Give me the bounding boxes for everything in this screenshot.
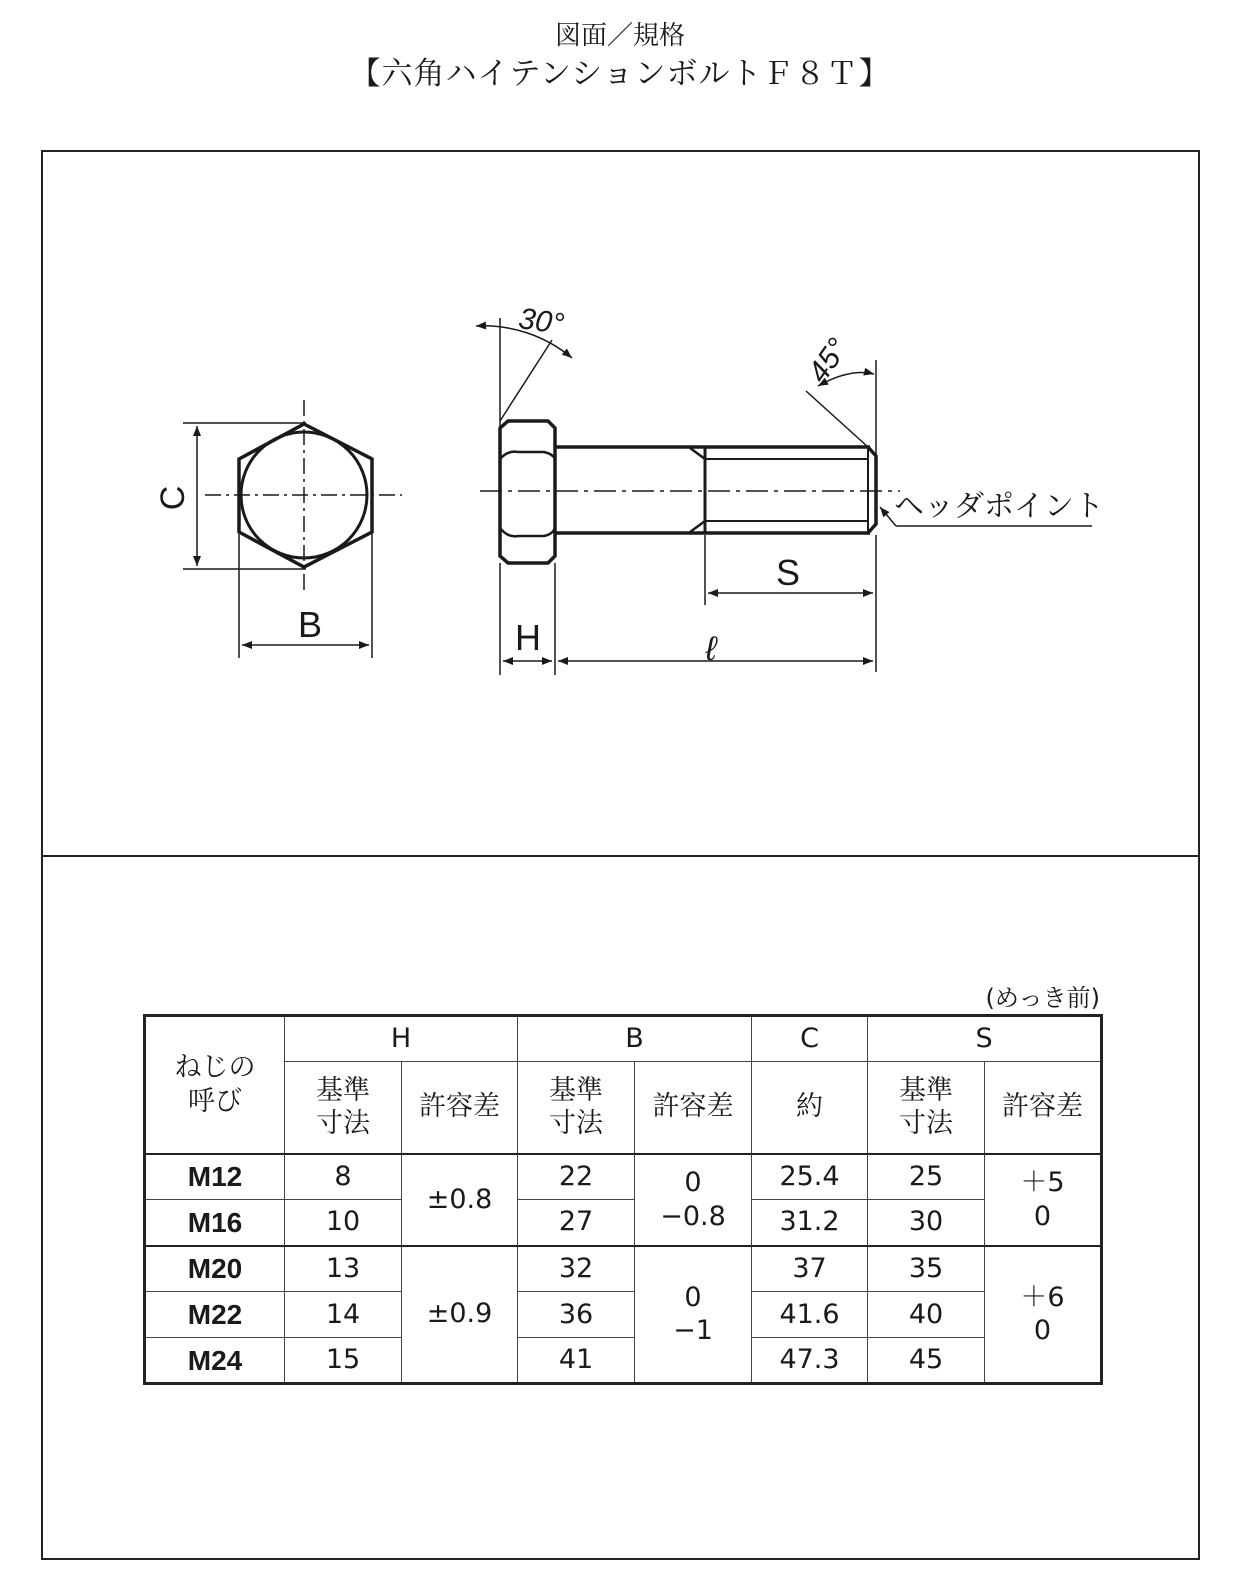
nominal-cell: M20 (145, 1246, 285, 1292)
page-title: 【六角ハイテンションボルトＦ８Ｔ】 (349, 56, 891, 92)
nominal-cell: M16 (145, 1200, 285, 1246)
plating-note: (めっき前) (985, 984, 1100, 1012)
b-basic-cell: 41 (518, 1338, 635, 1384)
c-cell: 41.6 (752, 1292, 868, 1338)
header-c-approx: 約 (752, 1062, 868, 1154)
nominal-cell: M12 (145, 1154, 285, 1200)
page-subtitle: 図面／規格 (554, 21, 685, 51)
b-basic-cell: 36 (518, 1292, 635, 1338)
s-basic-cell: 35 (868, 1246, 985, 1292)
header-b-tolerance: 許容差 (635, 1062, 752, 1154)
h-basic-cell: 13 (285, 1246, 402, 1292)
angle30-chamfer-line (500, 340, 552, 421)
head-top-chamfer (500, 452, 555, 459)
h-basic-cell: 10 (285, 1200, 402, 1246)
b-basic-cell: 32 (518, 1246, 635, 1292)
nominal-cell: M24 (145, 1338, 285, 1384)
header-b: B (518, 1016, 752, 1062)
h-basic-cell: 8 (285, 1154, 402, 1200)
spec-table (143, 1014, 1103, 1385)
s-tolerance-cell: ＋5 0 (985, 1154, 1102, 1246)
b-tolerance-cell: 0 −0.8 (635, 1154, 752, 1246)
c-cell: 37 (752, 1246, 868, 1292)
s-basic-cell: 30 (868, 1200, 985, 1246)
b-basic-cell: 27 (518, 1200, 635, 1246)
dim-h-label: H (515, 617, 541, 658)
thread-runout-bottom (690, 521, 705, 532)
b-basic-cell: 22 (518, 1154, 635, 1200)
angle30-label: 30° (516, 302, 567, 342)
table-row (145, 1246, 1102, 1292)
head-bottom-chamfer (500, 528, 555, 536)
dim-s-label: S (775, 552, 801, 593)
table-row (145, 1154, 1102, 1200)
s-tolerance-cell: ＋6 0 (985, 1246, 1102, 1384)
h-tolerance-cell: ±0.9 (402, 1246, 518, 1384)
header-s-tolerance: 許容差 (985, 1062, 1102, 1154)
table-row (145, 1338, 1102, 1384)
point-label: ヘッダポイント (894, 490, 1104, 523)
nominal-cell: M22 (145, 1292, 285, 1338)
h-basic-cell: 14 (285, 1292, 402, 1338)
thread-runout-top (690, 448, 705, 459)
s-basic-cell: 45 (868, 1338, 985, 1384)
angle45-label: 45° (801, 332, 855, 389)
h-basic-cell: 15 (285, 1338, 402, 1384)
b-tolerance-cell: 0 −1 (635, 1246, 752, 1384)
dim-b-label: B (297, 604, 323, 645)
c-cell: 31.2 (752, 1200, 868, 1246)
angle45-chamfer-line (806, 391, 868, 447)
header-h-basic: 基準 寸法 (285, 1062, 402, 1154)
h-tolerance-cell: ±0.8 (402, 1154, 518, 1246)
header-c: C (752, 1016, 868, 1062)
bolt-end-chamfer (868, 447, 876, 533)
header-h: H (285, 1016, 518, 1062)
c-cell: 47.3 (752, 1338, 868, 1384)
header-b-basic: 基準 寸法 (518, 1062, 635, 1154)
c-cell: 25.4 (752, 1154, 868, 1200)
header-s: S (868, 1016, 1102, 1062)
s-basic-cell: 25 (868, 1154, 985, 1200)
hex-end-view (183, 400, 402, 658)
bolt-head (500, 421, 555, 563)
s-basic-cell: 40 (868, 1292, 985, 1338)
dim-c-label: C (153, 485, 192, 511)
table-row (145, 1292, 1102, 1338)
header-nominal: ねじの 呼び (145, 1016, 285, 1154)
table-row (145, 1200, 1102, 1246)
header-s-basic: 基準 寸法 (868, 1062, 985, 1154)
dim-l-label: ℓ (705, 630, 717, 668)
header-h-tolerance: 許容差 (402, 1062, 518, 1154)
